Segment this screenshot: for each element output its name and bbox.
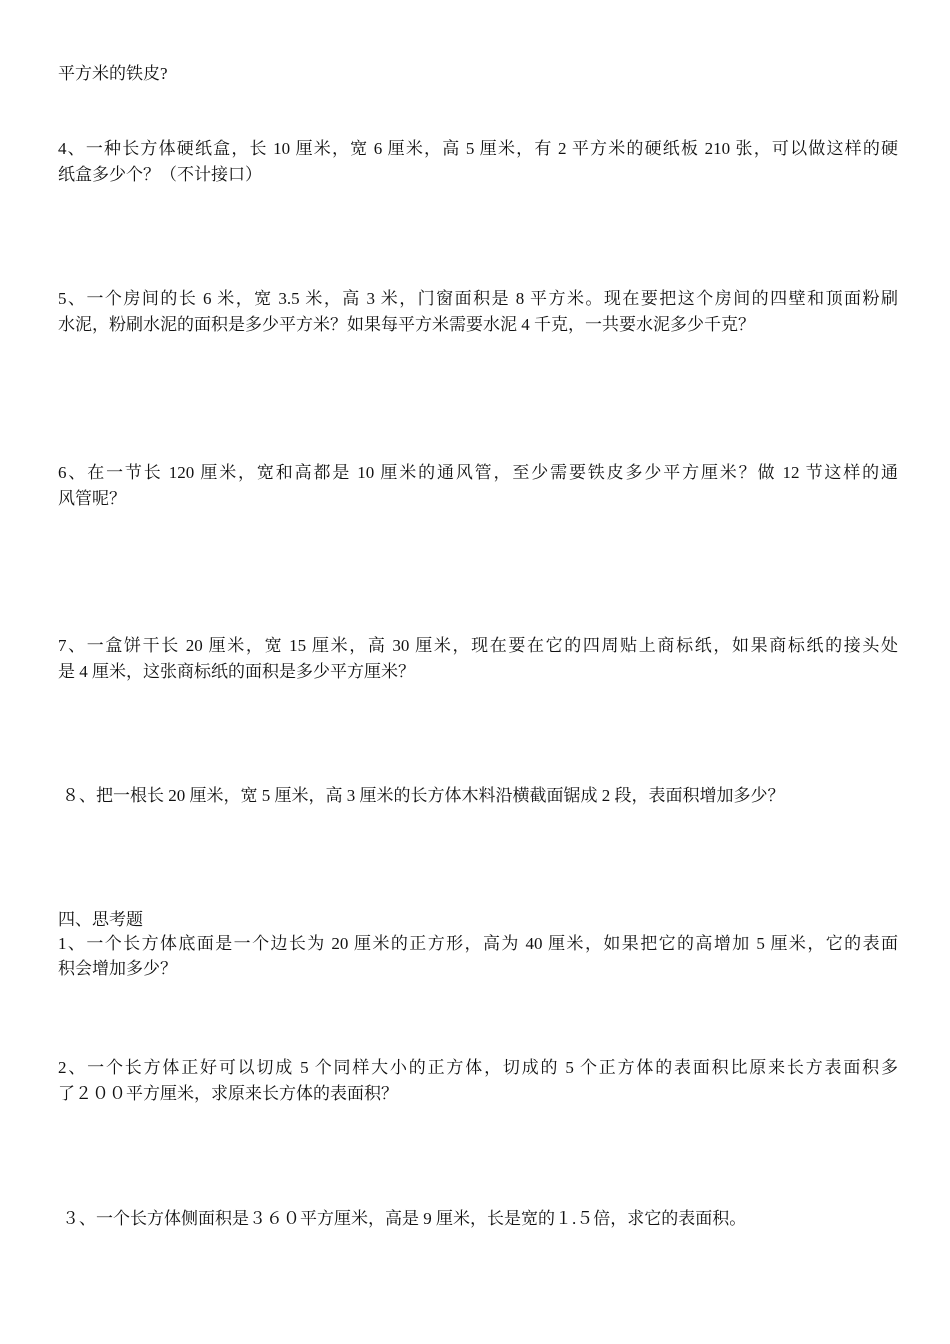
continuation-text: 平方米的铁皮? xyxy=(58,64,168,83)
thinking-2-line-1: 2、一个长方体正好可以切成 5 个同样大小的正方体，切成的 5 个正方体的表面积比原来长方表面积多 xyxy=(58,1058,898,1077)
thinking-1-line-2: 积会增加多少？ xyxy=(58,959,177,978)
problem-4-line-1: 4、一种长方体硬纸盒，长 10 厘米，宽 6 厘米，高 5 厘米，有 2 平方米的硬纸板 210 张，可以做这样的硬 xyxy=(58,139,898,158)
problem-4-line-2: 纸盒多少个？（不计接口） xyxy=(58,165,262,184)
problem-6-line-2: 风管呢？ xyxy=(58,489,126,508)
problem-7-line-2: 是 4 厘米，这张商标纸的面积是多少平方厘米？ xyxy=(58,662,415,681)
problem-8-line-1: ８、把一根长 20 厘米，宽 5 厘米，高 3 厘米的长方体木料沿横截面锯成 2 段，表面积增加多少？ xyxy=(62,786,785,805)
problem-6-line-1: 6、在一节长 120 厘米，宽和高都是 10 厘米的通风管，至少需要铁皮多少平方厘米？做 12 节这样的通 xyxy=(58,463,898,482)
thinking-1-line-1: 1、一个长方体底面是一个边长为 20 厘米的正方形，高为 40 厘米，如果把它的高增加 5 厘米，它的表面 xyxy=(58,934,898,953)
thinking-2-line-2: 了２００平方厘米，求原来长方体的表面积？ xyxy=(58,1084,398,1103)
thinking-3-line-1: ３、一个长方体侧面积是３６０平方厘米，高是 9 厘米，长是宽的１.５倍，求它的表面积。 xyxy=(62,1209,747,1228)
problem-5-line-1: 5、一个房间的长 6 米，宽 3.5 米，高 3 米，门窗面积是 8 平方米。现在要把这个房间的四壁和顶面粉刷 xyxy=(58,289,898,308)
section-heading: 四、思考题 xyxy=(58,910,143,929)
problem-5-line-2: 水泥，粉刷水泥的面积是多少平方米？如果每平方米需要水泥 4 千克，一共要水泥多少千克？ xyxy=(58,315,755,334)
problem-7-line-1: 7、一盒饼干长 20 厘米，宽 15 厘米，高 30 厘米，现在要在它的四周贴上商标纸，如果商标纸的接头处 xyxy=(58,636,898,655)
